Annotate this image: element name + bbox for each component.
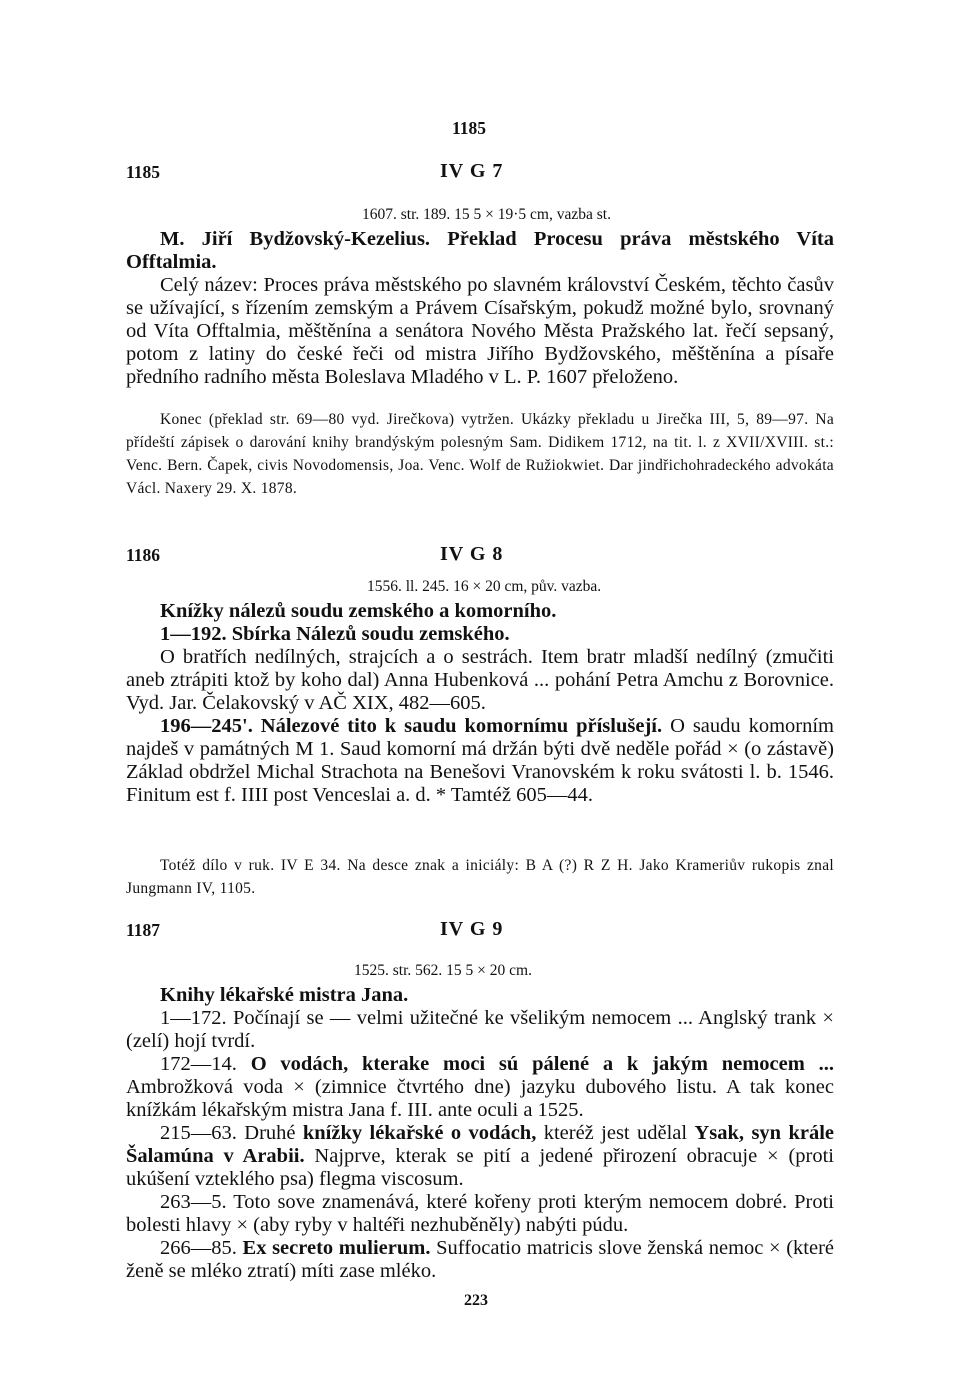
section-text: Najprve, kterak se pití a jedené přirození obracuje × (proti ukúšení vzteklého psa) flegma viscosum.	[126, 1145, 834, 1190]
physical-description: 1525. str. 562. 15 5 × 20 cm.	[354, 962, 532, 979]
running-head-number: 1185	[452, 118, 487, 138]
section-heading: Ex secreto mulierum.	[242, 1237, 431, 1259]
shelf-signature: IV G 8	[440, 543, 504, 565]
section-text: Ambrožková voda × (zimnice čtvrtého dne) jazyku dubového listu. A tak konec knížkám lékařským mistra Jana f. III. ante oculi a 1525.	[126, 1076, 834, 1121]
page-number: 223	[464, 1292, 488, 1309]
section-text: O saudu komorním najdeš v památných M 1. Saud komorní má držán býti dvě neděle pořád × (o zástavě) Základ obdržel Michal Strachota na Benešovi Vranovském k roku svátosti l. b. 1546. Finitum est f. IIII post Venceslai a. d. * Tamtéž 605—44.	[126, 715, 835, 806]
entry-section: 1—192. Sbírka Nálezů soudu zemského.	[160, 623, 510, 645]
entry-body	[126, 715, 834, 807]
shelf-signature: IV G 7	[440, 160, 504, 182]
entry-body: O bratřích nedílných, strajcích a o sestrách. Item bratr mladší nedílný (zmučiti aneb ztrápiti ktož by koho dal) Anna Hubenková ... pohání Petra Amchu z Borovnice. Vyd. Jar. Čelakovský v AČ XIX, 482—605.	[126, 646, 834, 714]
section-text: kteréž jest udělal	[536, 1122, 695, 1144]
physical-description: 1556. ll. 245. 16 × 20 cm, pův. vazba.	[367, 578, 602, 595]
entry-title: M. Jiří Bydžovský-Kezelius. Překlad Procesu práva městského Víta Offtalmia.	[126, 228, 834, 273]
section-range: 215—63. Druhé	[160, 1122, 303, 1144]
section-heading: 196—245'. Nálezové tito k saudu komornímu příslušejí.	[160, 715, 663, 737]
entry-number: 1185	[126, 162, 161, 182]
entry-body	[126, 1122, 834, 1191]
section-heading: O vodách, kterake moci sú pálené a k jakým nemocem ...	[250, 1053, 835, 1075]
entry-body	[126, 1053, 834, 1122]
entry-note: Konec (překlad str. 69—80 vyd. Jirečkova) vytržen. Ukázky překladu u Jirečka III, 5, 89—97. Na přídeští zápisek o darování knihy brandýským polesným Sam. Didikem 1712, na tit. l. z XVII/XVIII. st.: Venc. Bern. Čapek, civis Novodomensis, Joa. Venc. Wolf de Ružiokwiet. Dar jindřichohradeckého advokáta Václ. Naxery 29. X. 1878.	[126, 411, 834, 497]
entry-number: 1187	[126, 920, 161, 940]
section-range: 172—14.	[160, 1053, 251, 1075]
section-heading: knížky lékařské o vodách,	[302, 1122, 537, 1144]
section-text: Suffocatio matricis slove ženská nemoc × (které ženě se mléko ztratí) míti zase mléko.	[126, 1237, 835, 1282]
physical-description: 1607. str. 189. 15 5 × 19·5 cm, vazba st.	[362, 206, 611, 223]
entry-title: Knížky nálezů soudu zemského a komorního.	[160, 600, 557, 622]
section-range: 266—85.	[160, 1237, 243, 1259]
section-heading: Ysak, syn krále Šalamúna v Arabii.	[126, 1122, 834, 1167]
entry-title: Knihy lékařské mistra Jana.	[160, 984, 409, 1006]
entry-body	[126, 1237, 834, 1283]
entry-body: Celý název: Proces práva městského po slavném království Českém, těchto časův se užívající, s řízením zemským a Právem Císařským, pokudž možné bylo, srovnaný od Víta Offtalmia, měštěnína a senátora Nového Města Pražského lat. řečí sepsaný, potom z latiny do české řeči od mistra Jiřího Bydžovského, měštěnína a písaře předního radního města Boleslava Mladého v L. P. 1607 přeloženo.	[126, 274, 834, 388]
entry-number: 1186	[126, 545, 161, 565]
entry-body: 1—172. Počínají se — velmi užitečné ke všelikým nemocem ... Anglský trank × (zelí) hojí tvrdí.	[126, 1007, 834, 1052]
entry-note: Totéž dílo v ruk. IV E 34. Na desce znak a iniciály: B A (?) R Z H. Jako Krameriův rukopis znal Jungmann IV, 1105.	[126, 857, 834, 897]
shelf-signature: IV G 9	[440, 918, 504, 940]
entry-body: 263—5. Toto sove znamenává, které kořeny proti kterým nemocem dobré. Proti bolesti hlavy × (aby ryby v haltéři nezhuběněly) nabýti púdu.	[126, 1191, 834, 1236]
